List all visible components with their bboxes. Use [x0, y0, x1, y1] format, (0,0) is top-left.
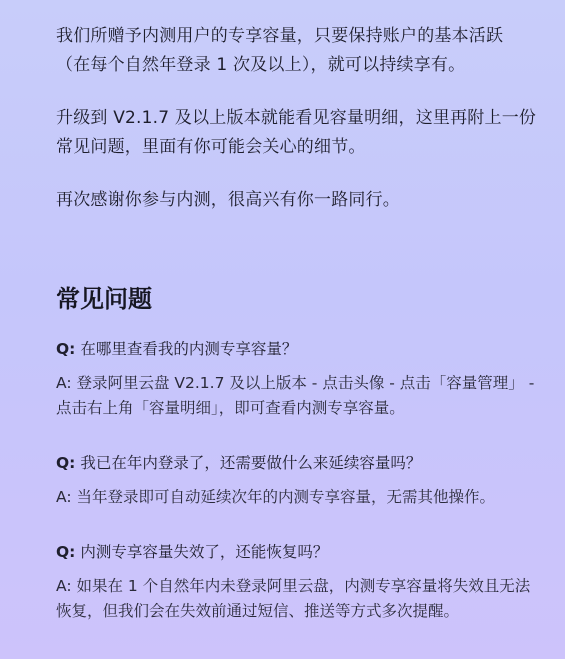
faq-item	[56, 451, 537, 510]
faq-question	[56, 540, 537, 564]
intro-paragraph: 再次感谢你参与内测，很高兴有你一路同行。	[56, 190, 400, 210]
faq-item	[56, 337, 537, 421]
faq-answer: A: 当年登录即可自动延续次年的内测专享容量，无需其他操作。	[56, 488, 495, 506]
faq-item	[56, 540, 537, 624]
faq-question-label: Q:	[56, 340, 76, 358]
faq-answer: A: 登录阿里云盘 V2.1.7 及以上版本 - 点击头像 - 点击「容量管理」 - 点击右上角「容量明细」，即可查看内测专享容量。	[56, 374, 535, 417]
faq-heading: 常见问题	[56, 285, 152, 313]
faq-question	[56, 451, 537, 475]
faq-answer: A: 如果在 1 个自然年内未登录阿里云盘，内测专享容量将失效且无法恢复，但我们会在失效前通过短信、推送等方式多次提醒。	[56, 577, 531, 620]
faq-question-text: 内测专享容量失效了，还能恢复吗？	[80, 543, 329, 561]
intro-paragraph: 我们所赠予内测用户的专享容量，只要保持账户的基本活跃（在每个自然年登录 1 次及以上），就可以持续享有。	[56, 26, 504, 75]
faq-question-label: Q:	[56, 454, 76, 472]
faq-question-text: 我已在年内登录了，还需要做什么来延续容量吗？	[80, 454, 422, 472]
intro-paragraph: 升级到 V2.1.7 及以上版本就能看见容量明细，这里再附上一份常见问题，里面有你可能会关心的细节。	[56, 108, 537, 157]
faq-question-label: Q:	[56, 543, 76, 561]
faq-question-text: 在哪里查看我的内测专享容量？	[80, 340, 298, 358]
faq-question	[56, 337, 537, 361]
